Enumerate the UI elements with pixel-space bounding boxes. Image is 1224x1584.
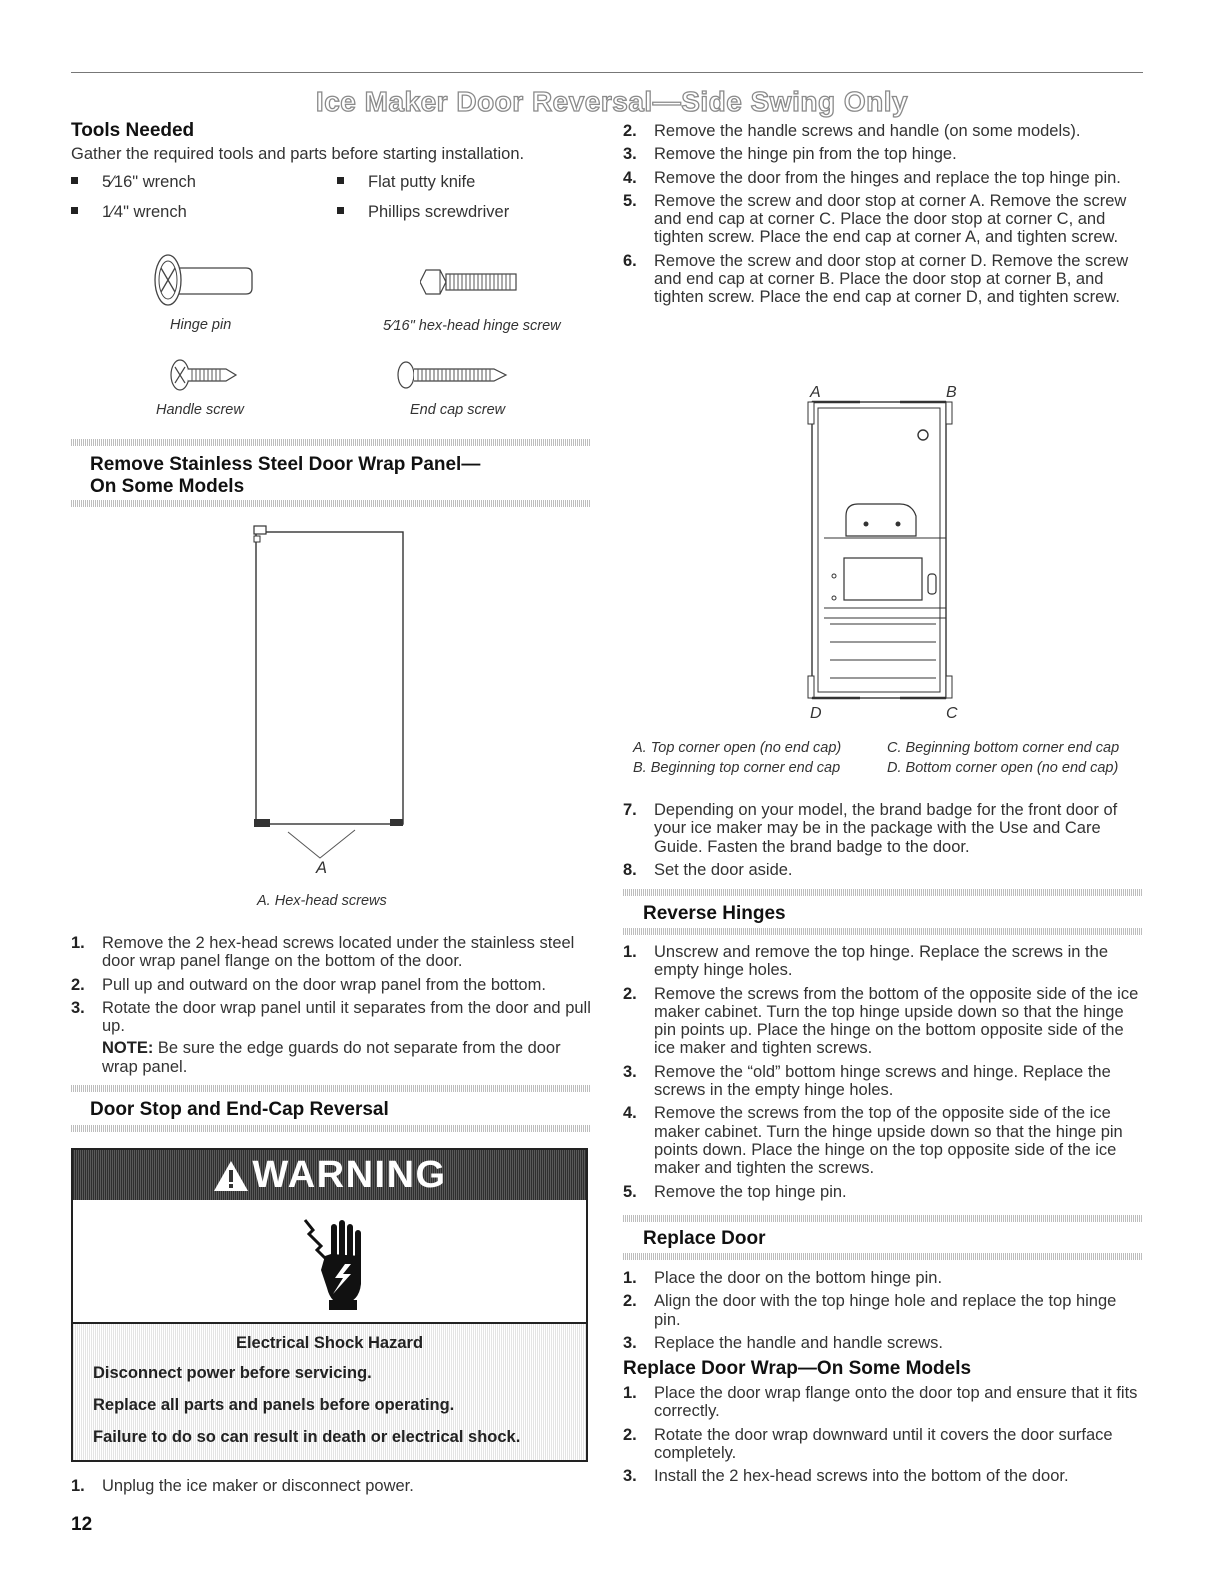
section-divider: [623, 928, 1143, 935]
reverse-hinges-heading: Reverse Hinges: [643, 903, 786, 924]
tools-intro: Gather the required tools and parts before starting installation.: [71, 145, 525, 163]
list-item: 4. Remove the door from the hinges and replace the top hinge pin.: [623, 168, 1121, 187]
list-item: 4. Remove the screws from the top of the opposite side of the ice maker cabinet. Turn the hinge upside down so that the hinge pin points down. Place the hinge on the top opposite side of the ice maker and tighten the screws.: [623, 1104, 1123, 1178]
warning-line: Failure to do so can result in death or electrical shock.: [93, 1428, 521, 1446]
list-item: 1. Unplug the ice maker or disconnect power.: [71, 1477, 414, 1495]
warning-box: [71, 1148, 588, 1462]
list-item: 6. Remove the screw and door stop at corner D. Remove the screw and end cap at corner B. Place the door stop at corner B, and tighten screw. Place the end cap at corner D, and tighten screw.: [623, 251, 1129, 307]
list-item: 2. Remove the handle screws and handle (on some models).: [623, 122, 1081, 140]
page-title: Ice Maker Door Reversal—Side Swing Only: [315, 86, 909, 117]
warning-banner: [73, 1150, 586, 1200]
hinge-pin-illustration: [146, 252, 258, 308]
warning-triangle-icon: [212, 1159, 250, 1193]
part-caption: 5⁄16" hex-head hinge screw: [383, 318, 561, 334]
corner-label-c: C: [946, 705, 958, 722]
list-item: 3. Install the 2 hex-head screws into the bottom of the door.: [623, 1467, 1069, 1486]
list-item: 1. Remove the 2 hex-head screws located under the stainless steel door wrap panel flange on the bottom of the door.: [71, 934, 575, 971]
tools-heading: Tools Needed: [71, 120, 195, 141]
list-item: 3. Replace the handle and handle screws.: [623, 1333, 943, 1352]
door-stop-steps-right: [623, 122, 1145, 312]
hex-head-screw-illustration: [420, 264, 520, 300]
reverse-hinges-steps: [623, 943, 1145, 1206]
list-item: 3. Rotate the door wrap panel until it separates from the door and pull up.: [71, 998, 591, 1036]
list-item: 1. Unscrew and remove the top hinge. Replace the screws in the empty hinge holes.: [623, 943, 1108, 980]
corner-caption: C. Beginning bottom corner end cap: [887, 740, 1120, 756]
warning-title: WARNING: [252, 1153, 447, 1196]
list-item: 3. Remove the “old” bottom hinge screws and hinge. Replace the screws in the empty hinge holes.: [623, 1062, 1111, 1100]
list-item: 2. Rotate the door wrap downward until it covers the door surface completely.: [623, 1425, 1113, 1462]
part-caption: Hinge pin: [170, 317, 232, 333]
warning-line: Disconnect power before servicing.: [93, 1364, 372, 1382]
end-cap-screw-illustration: [396, 360, 508, 390]
tool-item: 5⁄16" wrench: [71, 173, 196, 192]
tool-item: Phillips screwdriver: [337, 203, 509, 222]
wrap-panel-steps: [71, 934, 591, 1081]
list-item: 8. Set the door aside.: [623, 860, 793, 879]
warning-hazard-title: Electrical Shock Hazard: [235, 1334, 424, 1352]
door-stop-heading: Door Stop and End-Cap Reversal: [90, 1099, 389, 1120]
corner-label-b: B: [946, 384, 957, 401]
section-divider: [71, 1085, 590, 1092]
section-divider: [71, 439, 590, 446]
corner-label-d: D: [810, 705, 822, 722]
replace-wrap-steps: [623, 1384, 1145, 1490]
figure-caption: A. Hex-head screws: [257, 893, 387, 909]
warning-line: Replace all parts and panels before operating.: [93, 1396, 455, 1414]
part-caption: End cap screw: [410, 402, 506, 418]
wrap-panel-heading: Remove Stainless Steel Door Wrap Panel— On Some Models: [90, 454, 481, 497]
electrical-shock-hazard-icon: [301, 1216, 367, 1312]
list-item: 7. Depending on your model, the brand badge for the front door of your ice maker may be in the package with the Use and Care Guide. Fasten the brand badge to the door.: [623, 801, 1118, 856]
bullet-icon: [337, 207, 344, 214]
list-item: 5. Remove the top hinge pin.: [623, 1182, 847, 1201]
page-number: 12: [71, 1514, 93, 1535]
replace-wrap-heading: Replace Door Wrap—On Some Models: [623, 1358, 972, 1379]
bullet-icon: [337, 177, 344, 184]
warning-message-panel: [73, 1322, 586, 1460]
list-item: 3. Remove the hinge pin from the top hinge.: [623, 145, 957, 164]
part-caption: Handle screw: [156, 402, 244, 418]
list-item: 1. Place the door on the bottom hinge pin.: [623, 1269, 943, 1287]
note: NOTE: Be sure the edge guards do not separate from the door wrap panel.: [102, 1039, 561, 1076]
section-divider: [71, 1125, 590, 1132]
bullet-icon: [71, 207, 78, 214]
handle-screw-illustration: [168, 358, 240, 392]
tool-item: 1⁄4" wrench: [71, 203, 187, 222]
door-stop-steps-left: [71, 1477, 591, 1500]
replace-door-steps: [623, 1269, 1145, 1357]
figure-label: A: [316, 859, 328, 877]
list-item: 1. Place the door wrap flange onto the door top and ensure that it fits correctly.: [623, 1384, 1138, 1421]
section-divider: [623, 1253, 1143, 1260]
list-item: 2. Align the door with the top hinge hole and replace the top hinge pin.: [623, 1292, 1117, 1329]
list-item: 2. Pull up and outward on the door wrap panel from the bottom.: [71, 975, 546, 994]
door-wrap-illustration: [250, 520, 410, 875]
door-stop-steps-continued: [623, 801, 1145, 884]
list-item: 5. Remove the screw and door stop at corner A. Remove the screw and end cap at corner C. Place the door stop at corner C, and tighten screw. Place the end cap at corner A, and tighten screw.: [623, 191, 1127, 247]
tool-item: Flat putty knife: [337, 173, 475, 192]
corner-caption: D. Bottom corner open (no end cap): [887, 760, 1119, 776]
section-divider: [623, 889, 1143, 896]
bullet-icon: [71, 177, 78, 184]
section-divider: [623, 1215, 1143, 1222]
corner-caption: B. Beginning top corner end cap: [633, 760, 841, 776]
corner-caption: A. Top corner open (no end cap): [633, 740, 842, 756]
section-divider: [71, 500, 590, 507]
list-item: 2. Remove the screws from the bottom of the opposite side of the ice maker cabinet. Turn the top hinge upside down so that the hinge pin points up. Place the hinge on the bottom opposite side of the ice maker and tighten screws.: [623, 984, 1139, 1058]
top-rule: [71, 72, 1143, 73]
replace-door-heading: Replace Door: [643, 1228, 766, 1249]
ice-maker-door-illustration: [800, 398, 960, 704]
corner-label-a: A: [810, 384, 821, 401]
